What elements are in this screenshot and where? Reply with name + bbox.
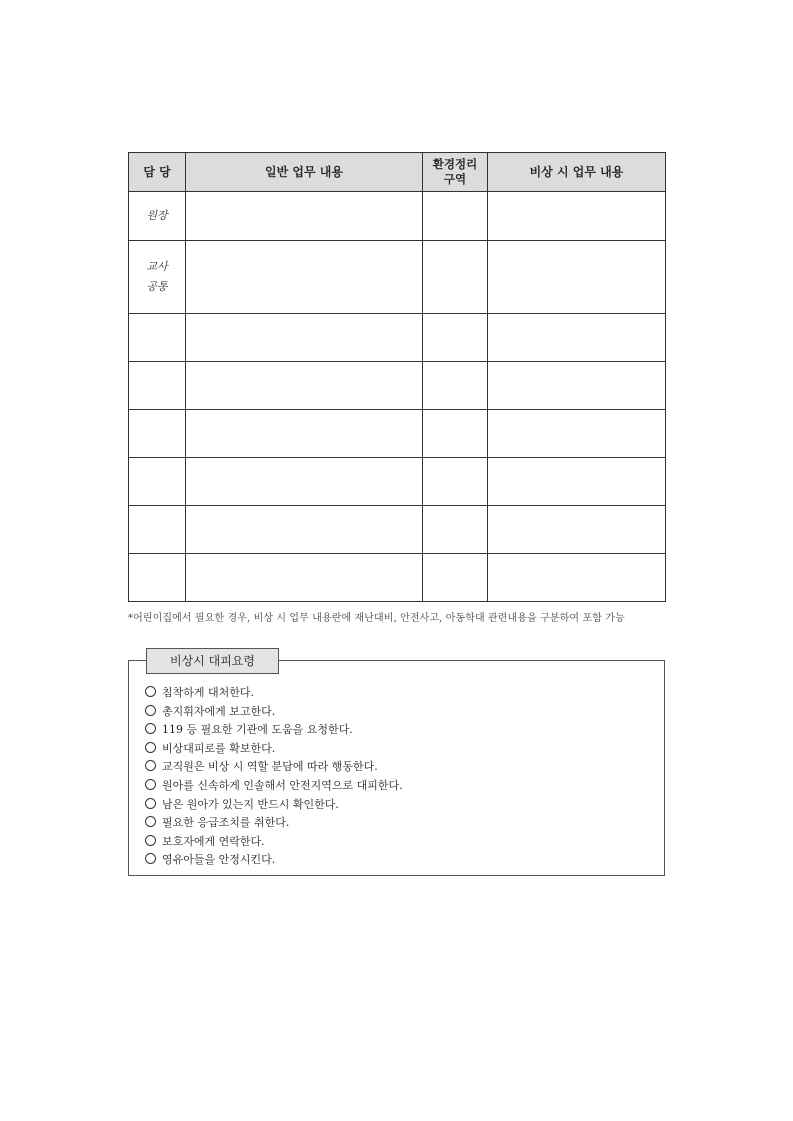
evacuation-guide-list (145, 684, 403, 870)
cleanup-zone-cell[interactable] (423, 241, 488, 314)
header-role: 담 당 (129, 153, 186, 192)
list-item (145, 758, 403, 777)
circle-bullet-icon (145, 779, 156, 790)
table-row (129, 506, 666, 554)
evacuation-guide-title: 비상시 대피요령 (146, 648, 279, 674)
general-duty-cell[interactable] (186, 314, 423, 362)
cleanup-zone-cell[interactable] (423, 554, 488, 602)
cleanup-zone-cell[interactable] (423, 192, 488, 241)
duty-assignment-table (128, 152, 666, 602)
cleanup-zone-cell[interactable] (423, 314, 488, 362)
table-row (129, 410, 666, 458)
role-label: 원장 (146, 209, 168, 222)
guide-item-text: 원아를 신속하게 인솔해서 안전지역으로 대피한다. (162, 778, 403, 792)
table-row (129, 241, 666, 314)
guide-item-text: 필요한 응급조치를 취한다. (162, 816, 290, 830)
role-label: 공통 (146, 280, 168, 293)
general-duty-cell[interactable] (186, 410, 423, 458)
general-duty-cell[interactable] (186, 506, 423, 554)
header-cleanup-zone (423, 153, 488, 192)
list-item (145, 814, 403, 833)
guide-item-text: 침착하게 대처한다. (162, 686, 255, 699)
list-item (145, 796, 403, 815)
table-row (129, 362, 666, 410)
circle-bullet-icon (145, 742, 156, 753)
role-cell (129, 192, 186, 241)
role-cell[interactable] (129, 506, 186, 554)
circle-bullet-icon (145, 853, 156, 864)
emergency-duty-cell[interactable] (488, 410, 666, 458)
circle-bullet-icon (145, 835, 156, 846)
table-row (129, 554, 666, 602)
list-item (145, 703, 403, 722)
circle-bullet-icon (145, 686, 156, 697)
table-footnote: *어린이집에서 필요한 경우, 비상 시 업무 내용란에 재난대비, 안전사고, 아동학대 관련내용을 구분하여 포함 가능 (128, 613, 625, 624)
table-row (129, 192, 666, 241)
general-duty-cell[interactable] (186, 458, 423, 506)
cleanup-zone-cell[interactable] (423, 410, 488, 458)
header-cleanup-zone-line1: 환경정리 (432, 157, 478, 171)
list-item (145, 684, 403, 703)
circle-bullet-icon (145, 816, 156, 827)
table-row (129, 314, 666, 362)
cleanup-zone-cell[interactable] (423, 458, 488, 506)
role-cell[interactable] (129, 362, 186, 410)
emergency-duty-cell[interactable] (488, 506, 666, 554)
role-cell (129, 241, 186, 314)
role-cell[interactable] (129, 314, 186, 362)
list-item (145, 740, 403, 759)
guide-item-text: 남은 원아가 있는지 반드시 확인한다. (162, 797, 339, 811)
list-item (145, 833, 403, 852)
list-item (145, 851, 403, 870)
emergency-duty-cell[interactable] (488, 241, 666, 314)
guide-item-text: 영유아들을 안정시킨다. (162, 853, 276, 867)
table-header-row (129, 153, 666, 192)
emergency-duty-cell[interactable] (488, 314, 666, 362)
guide-item-text: 교직원은 비상 시 역할 분담에 따라 행동한다. (162, 760, 378, 774)
guide-item-text: 119 등 필요한 기관에 도움을 요청한다. (162, 723, 353, 737)
role-label: 교사 (146, 260, 168, 273)
general-duty-cell[interactable] (186, 362, 423, 410)
list-item (145, 721, 403, 740)
circle-bullet-icon (145, 723, 156, 734)
emergency-duty-cell[interactable] (488, 554, 666, 602)
role-cell[interactable] (129, 458, 186, 506)
circle-bullet-icon (145, 705, 156, 716)
guide-item-text: 총지휘자에게 보고한다. (162, 704, 276, 718)
header-cleanup-zone-line2: 구역 (443, 172, 467, 186)
emergency-duty-cell[interactable] (488, 362, 666, 410)
header-emergency-duties: 비상 시 업무 내용 (488, 153, 666, 192)
list-item (145, 777, 403, 796)
role-cell[interactable] (129, 410, 186, 458)
emergency-duty-cell[interactable] (488, 458, 666, 506)
general-duty-cell[interactable] (186, 192, 423, 241)
role-cell[interactable] (129, 554, 186, 602)
cleanup-zone-cell[interactable] (423, 506, 488, 554)
emergency-duty-cell[interactable] (488, 192, 666, 241)
general-duty-cell[interactable] (186, 554, 423, 602)
cleanup-zone-cell[interactable] (423, 362, 488, 410)
circle-bullet-icon (145, 798, 156, 809)
table-row (129, 458, 666, 506)
circle-bullet-icon (145, 760, 156, 771)
header-general-duties: 일반 업무 내용 (186, 153, 423, 192)
guide-item-text: 보호자에게 연락한다. (162, 834, 265, 848)
general-duty-cell[interactable] (186, 241, 423, 314)
guide-item-text: 비상대피로를 확보한다. (162, 741, 276, 755)
